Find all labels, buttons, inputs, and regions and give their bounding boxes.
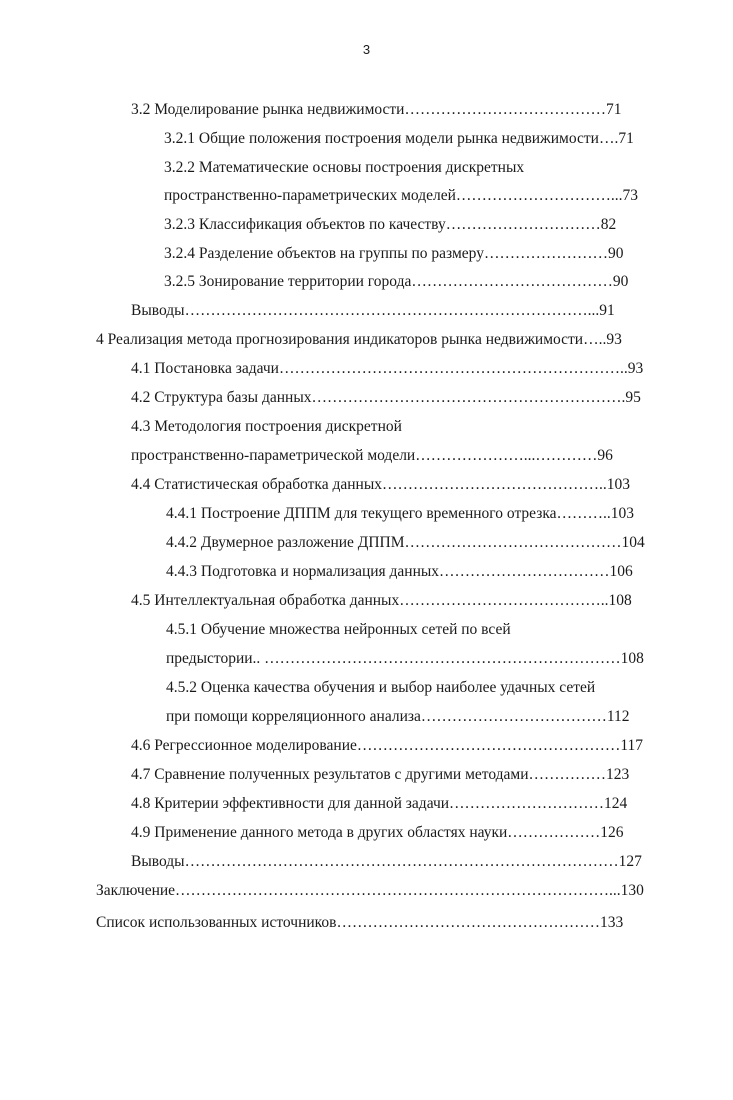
toc-entry-4-5: 4.5 Интеллектуальная обработка данных…………………………………..108 — [131, 592, 632, 609]
toc-entry-4-4-2: 4.4.2 Двумерное разложение ДППМ……………………………………104 — [166, 534, 645, 551]
toc-entry-conclusions-ch3: Выводы……………………………………………………………………...91 — [131, 302, 615, 319]
toc-entry-4-1: 4.1 Постановка задачи…………………………………………………………..93 — [131, 360, 644, 377]
toc-entry-4-5-1-line2: предыстории.. ……………………………………………………………108 — [166, 650, 644, 667]
toc-entry-4-3-line2: пространственно-параметрической модели…………………...…………96 — [131, 447, 613, 464]
toc-entry-4-5-2-line2: при помощи корреляционного анализа………………………………112 — [166, 708, 630, 725]
toc-entry-4-4-1: 4.4.1 Построение ДППМ для текущего временного отрезка………..103 — [166, 505, 635, 522]
toc-entry-4-8: 4.8 Критерии эффективности для данной задачи…………………………124 — [131, 795, 628, 812]
toc-entry-3-2-4: 3.2.4 Разделение объектов на группы по размеру……………………90 — [164, 245, 624, 262]
toc-entry-4-9: 4.9 Применение данного метода в других областях науки………………126 — [131, 824, 624, 841]
toc-entry-conclusions-ch4: Выводы…………………………………………………………………………127 — [131, 853, 642, 870]
toc-entry-3-2: 3.2 Моделирование рынка недвижимости…………………………………71 — [131, 101, 622, 118]
toc-entry-3-2-3: 3.2.3 Классификация объектов по качеству…………………………82 — [164, 216, 617, 233]
toc-entry-references: Список использованных источников……………………………………………133 — [96, 914, 624, 931]
toc-entry-4-6: 4.6 Регрессионное моделирование……………………………………………117 — [131, 737, 644, 754]
toc-entry-3-2-5: 3.2.5 Зонирование территории города…………………………………90 — [164, 273, 629, 290]
toc-entry-4-2: 4.2 Структура базы данных…………………………………………………….95 — [131, 389, 641, 406]
toc-entry-3-2-2-line2: пространственно-параметрических моделей…………………………...73 — [164, 187, 639, 204]
toc-entry-4-3-line1: 4.3 Методология построения дискретной — [131, 418, 402, 435]
toc-entry-4-4: 4.4 Статистическая обработка данных……………………………………..103 — [131, 476, 631, 493]
toc-entry-conclusion: Заключение…………………………………………………………………………...130 — [96, 882, 644, 899]
toc-entry-3-2-2-line1: 3.2.2 Математические основы построения дискретных — [164, 159, 525, 176]
toc-entry-4-5-1-line1: 4.5.1 Обучение множества нейронных сетей по всей — [166, 621, 511, 638]
toc-entry-4-5-2-line1: 4.5.2 Оценка качества обучения и выбор наиболее удачных сетей — [166, 679, 596, 696]
toc-entry-4-7: 4.7 Сравнение полученных результатов с другими методами……………123 — [131, 766, 630, 783]
page-number: 3 — [362, 42, 371, 57]
toc-entry-chapter-4: 4 Реализация метода прогнозирования индикаторов рынка недвижимости…..93 — [96, 331, 622, 348]
toc-entry-3-2-1: 3.2.1 Общие положения построения модели рынка недвижимости….71 — [164, 130, 634, 147]
toc-entry-4-4-3: 4.4.3 Подготовка и нормализация данных……………………………106 — [166, 563, 633, 580]
